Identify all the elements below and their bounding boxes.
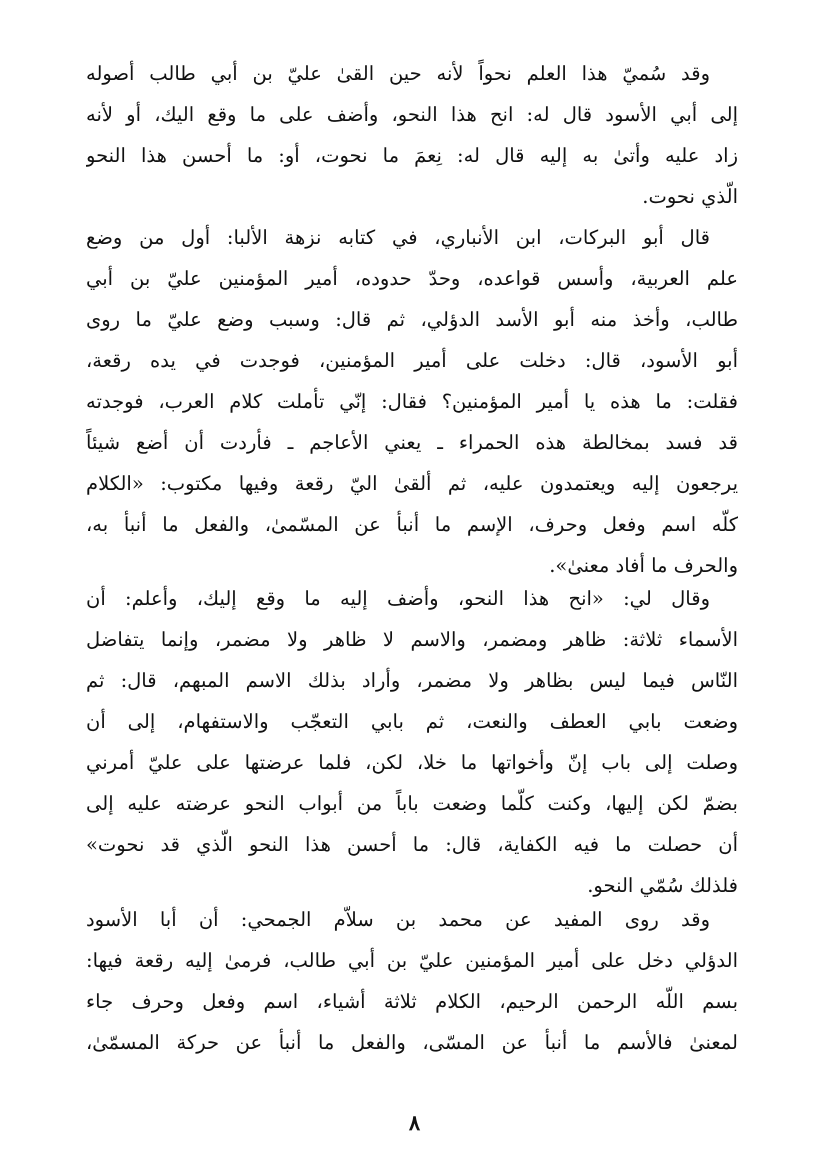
text-line: فلذلك سُمّي النحو. bbox=[587, 874, 738, 897]
paragraph-3 bbox=[86, 578, 738, 906]
text-line: إلى أبي الأسود قال له: انح هذا النحو، وأضف على ما وقع اليك، أو لأنه bbox=[86, 103, 738, 126]
text-line: وقال لي: «انح هذا النحو، وأضف إليه ما وقع إليك، وأعلم: أن bbox=[86, 587, 710, 610]
text-line: لمعنىٰ فالأسم ما أنبأ عن المسّى، والفعل ما أنبأ عن حركة المسمّىٰ، bbox=[86, 1031, 738, 1054]
paragraph-1 bbox=[86, 53, 738, 217]
text-line: أن حصلت ما فيه الكفاية، قال: ما أحسن هذا النحو الّذي قد نحوت» bbox=[86, 833, 738, 856]
text-line: علم العربية، وأسس قواعده، وحدّ حدوده، أمير المؤمنين عليّ بن أبي bbox=[86, 267, 738, 290]
paragraph-2 bbox=[86, 217, 738, 586]
text-line: وقد سُميّ هذا العلم نحواً لأنه حين القىٰ عليّ بن أبي طالب أصوله bbox=[86, 62, 710, 85]
text-line: وضعت بابي العطف والنعت، ثم بابي التعجّب والاستفهام، إلى أن bbox=[86, 710, 738, 733]
text-line: أبو الأسود، قال: دخلت على أمير المؤمنين، فوجدت في يده رقعة، bbox=[86, 349, 738, 372]
page-number: ٨ bbox=[408, 1110, 421, 1135]
text-line: قال أبو البركات، ابن الأنباري، في كتابه نزهة الألبا: أول من وضع bbox=[86, 226, 710, 249]
text-line: وقد روى المفيد عن محمد بن سلاّم الجمحي: أن أبا الأسود bbox=[86, 908, 710, 931]
text-line: بضمّ لكن إليها، وكنت كلّما وضعت باباً من أبواب النحو عرضته عليه إلى bbox=[86, 792, 738, 815]
text-line: وصلت إلى باب إنّ وأخواتها ما خلا، لكن، فلما عرضتها على عليّ أمرني bbox=[86, 751, 738, 774]
text-line: بسم اللّه الرحمن الرحيم، الكلام ثلاثة أشياء، اسم وفعل وحرف جاء bbox=[86, 990, 738, 1013]
text-line: زاد عليه وأتىٰ به إليه قال له: نِعمَ ما نحوت، أو: ما أحسن هذا النحو bbox=[86, 144, 738, 167]
text-line: الّذي نحوت. bbox=[642, 185, 738, 208]
text-line: والحرف ما أفاد معنىٰ». bbox=[549, 554, 738, 577]
text-line: الأسماء ثلاثة: ظاهر ومضمر، والاسم لا ظاهر ولا مضمر، وإنما يتفاضل bbox=[86, 628, 738, 651]
paragraph-4 bbox=[86, 899, 738, 1063]
text-line: يرجعون إليه ويعتمدون عليه، ثم ألقىٰ اليّ رقعة وفيها مكتوب: «الكلام bbox=[86, 472, 738, 495]
text-line: طالب، وأخذ منه أبو الأسد الدؤلي، ثم قال: وسبب وضع عليّ ما روى bbox=[86, 308, 738, 331]
text-line: الدؤلي دخل على أمير المؤمنين عليّ بن أبي طالب، فرمىٰ إليه رقعة فيها: bbox=[86, 949, 738, 972]
text-line: قد فسد بمخالطة هذه الحمراء ـ يعني الأعاجم ـ فأردت أن أضع شيئاً bbox=[86, 431, 738, 454]
text-line: كلّه اسم وفعل وحرف، الإسم ما أنبأ عن المسّمىٰ، والفعل ما أنبأ به، bbox=[86, 513, 738, 536]
text-line: النّاس فيما ليس بظاهر ولا مضمر، وأراد بذلك الاسم المبهم، قال: ثم bbox=[86, 669, 738, 692]
text-line: فقلت: ما هذه يا أمير المؤمنين؟ فقال: إنّي تأملت كلام العرب، فوجدته bbox=[86, 390, 738, 413]
